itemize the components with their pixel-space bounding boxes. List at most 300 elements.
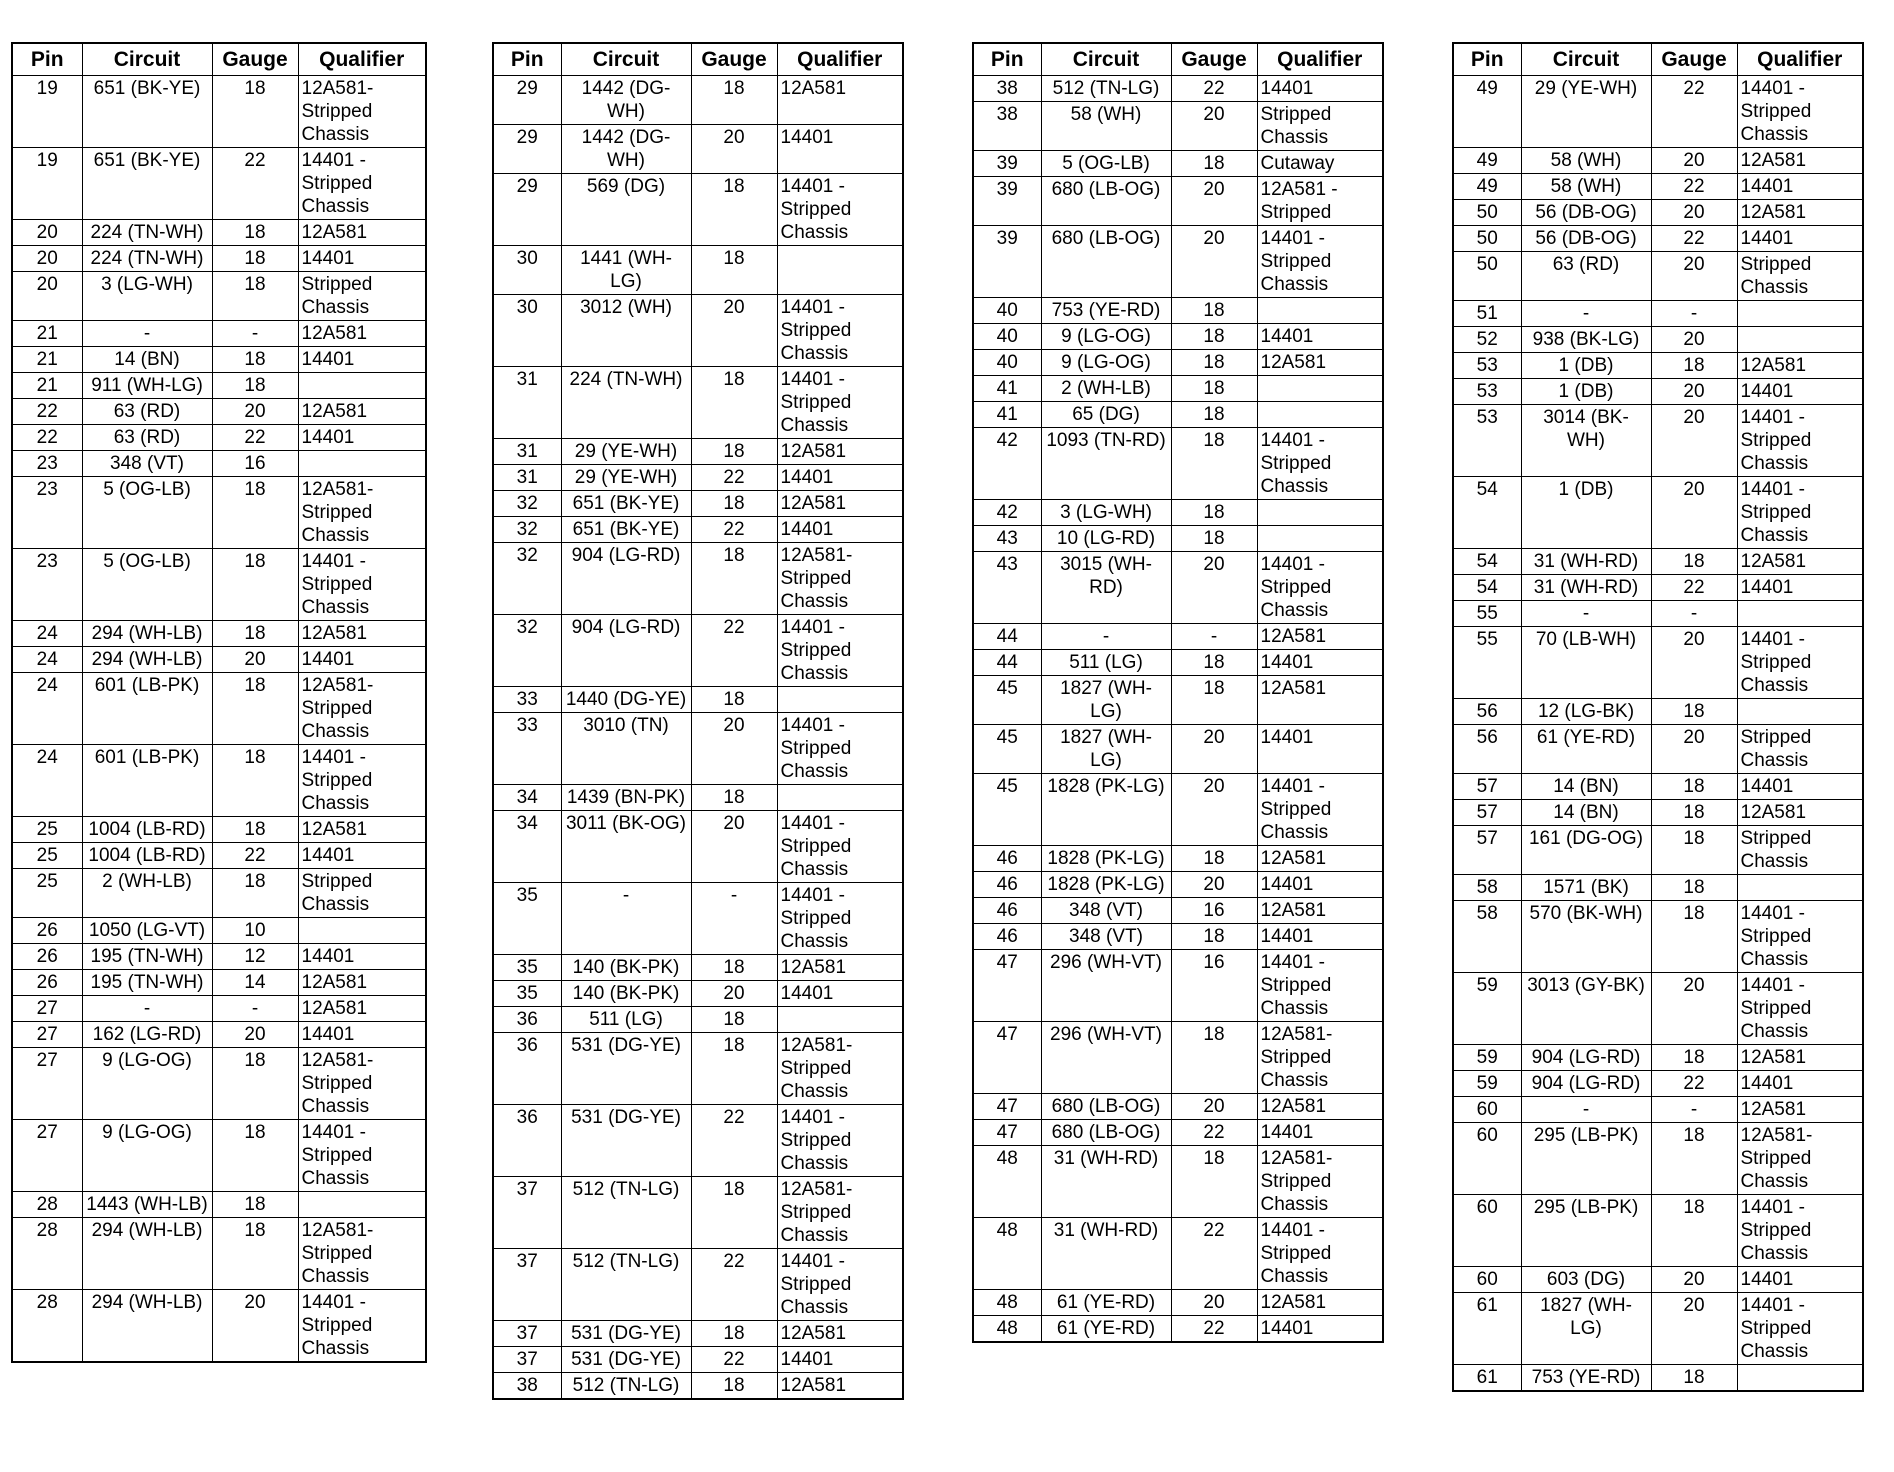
circuit-cell: 1828 (PK-LG) bbox=[1041, 774, 1171, 846]
pin-cell: 31 bbox=[493, 439, 561, 465]
gauge-cell: 22 bbox=[212, 425, 298, 451]
qualifier-cell: 12A581- Stripped Chassis bbox=[298, 477, 426, 549]
gauge-cell: 18 bbox=[212, 817, 298, 843]
gauge-cell: 18 bbox=[1171, 350, 1257, 376]
table-row bbox=[973, 1022, 1383, 1094]
pin-cell: 24 bbox=[12, 745, 82, 817]
circuit-cell: 651 (BK-YE) bbox=[82, 76, 212, 148]
table-row bbox=[973, 350, 1383, 376]
table-row bbox=[1453, 353, 1863, 379]
gauge-cell: - bbox=[691, 883, 777, 955]
qualifier-cell: 14401 - Stripped Chassis bbox=[1257, 428, 1383, 500]
pin-cell: 32 bbox=[493, 615, 561, 687]
circuit-cell: 65 (DG) bbox=[1041, 402, 1171, 428]
circuit-cell: 531 (DG-YE) bbox=[561, 1033, 691, 1105]
circuit-cell: 31 (WH-RD) bbox=[1041, 1146, 1171, 1218]
circuit-cell: - bbox=[82, 996, 212, 1022]
circuit-cell: 753 (YE-RD) bbox=[1041, 298, 1171, 324]
gauge-cell: 18 bbox=[212, 347, 298, 373]
table-row bbox=[973, 676, 1383, 725]
qualifier-cell: 14401 bbox=[1257, 324, 1383, 350]
pin-cell: 34 bbox=[493, 811, 561, 883]
gauge-cell: 18 bbox=[691, 785, 777, 811]
table-row bbox=[493, 687, 903, 713]
pin-cell: 39 bbox=[973, 151, 1041, 177]
circuit-cell: 348 (VT) bbox=[82, 451, 212, 477]
gauge-cell: 18 bbox=[691, 687, 777, 713]
pin-cell: 56 bbox=[1453, 699, 1521, 725]
pin-cell: 26 bbox=[12, 970, 82, 996]
gauge-cell: 20 bbox=[1651, 200, 1737, 226]
circuit-cell: 570 (BK-WH) bbox=[1521, 901, 1651, 973]
qualifier-cell: 14401 - Stripped Chassis bbox=[777, 615, 903, 687]
pin-cell: 37 bbox=[493, 1321, 561, 1347]
pin-cell: 48 bbox=[973, 1146, 1041, 1218]
table-row bbox=[493, 295, 903, 367]
pin-cell: 52 bbox=[1453, 327, 1521, 353]
circuit-cell: 63 (RD) bbox=[1521, 252, 1651, 301]
pin-cell: 23 bbox=[12, 451, 82, 477]
gauge-cell: 18 bbox=[691, 439, 777, 465]
pin-cell: 25 bbox=[12, 843, 82, 869]
table-row bbox=[973, 177, 1383, 226]
pin-cell: 26 bbox=[12, 944, 82, 970]
qualifier-cell: 14401 - Stripped Chassis bbox=[1257, 226, 1383, 298]
gauge-cell: 18 bbox=[691, 76, 777, 125]
table-row bbox=[12, 220, 426, 246]
circuit-cell: 29 (YE-WH) bbox=[1521, 76, 1651, 148]
pin-cell: 55 bbox=[1453, 601, 1521, 627]
table-row bbox=[493, 367, 903, 439]
table-row bbox=[12, 451, 426, 477]
gauge-cell: 18 bbox=[212, 745, 298, 817]
qualifier-header: Qualifier bbox=[1257, 43, 1383, 76]
qualifier-cell: Stripped Chassis bbox=[1737, 826, 1863, 875]
qualifier-cell: 12A581 bbox=[1257, 846, 1383, 872]
gauge-cell: 20 bbox=[1651, 1293, 1737, 1365]
table-row bbox=[12, 1290, 426, 1363]
gauge-cell: 18 bbox=[1651, 549, 1737, 575]
pin-cell: 43 bbox=[973, 526, 1041, 552]
qualifier-cell: 14401 - Stripped Chassis bbox=[777, 1249, 903, 1321]
pin-header: Pin bbox=[1453, 43, 1521, 76]
gauge-cell: 18 bbox=[212, 477, 298, 549]
table-row bbox=[1453, 200, 1863, 226]
qualifier-cell: 12A581 bbox=[1737, 148, 1863, 174]
gauge-cell: 18 bbox=[1171, 1146, 1257, 1218]
circuit-cell: 3011 (BK-OG) bbox=[561, 811, 691, 883]
gauge-cell: 10 bbox=[212, 918, 298, 944]
pin-cell: 56 bbox=[1453, 725, 1521, 774]
pin-cell: 38 bbox=[973, 102, 1041, 151]
gauge-cell: 18 bbox=[1651, 800, 1737, 826]
circuit-cell: - bbox=[1521, 301, 1651, 327]
pin-header: Pin bbox=[973, 43, 1041, 76]
table-row bbox=[12, 399, 426, 425]
qualifier-cell: Stripped Chassis bbox=[298, 869, 426, 918]
pin-cell: 60 bbox=[1453, 1267, 1521, 1293]
circuit-cell: 680 (LB-OG) bbox=[1041, 1120, 1171, 1146]
pin-cell: 46 bbox=[973, 924, 1041, 950]
gauge-cell: 18 bbox=[212, 869, 298, 918]
circuit-cell: 911 (WH-LG) bbox=[82, 373, 212, 399]
qualifier-cell: 12A581- Stripped Chassis bbox=[777, 1177, 903, 1249]
table-row bbox=[493, 1007, 903, 1033]
pin-cell: 54 bbox=[1453, 477, 1521, 549]
qualifier-cell: 12A581- Stripped Chassis bbox=[1257, 1022, 1383, 1094]
qualifier-cell: 14401 bbox=[1737, 1267, 1863, 1293]
circuit-cell: 904 (LG-RD) bbox=[561, 615, 691, 687]
circuit-cell: 348 (VT) bbox=[1041, 924, 1171, 950]
table-row bbox=[12, 477, 426, 549]
table-row bbox=[12, 918, 426, 944]
table-row bbox=[493, 1373, 903, 1400]
pin-cell: 32 bbox=[493, 517, 561, 543]
pin-cell: 19 bbox=[12, 148, 82, 220]
table-row bbox=[12, 944, 426, 970]
circuit-cell: 70 (LB-WH) bbox=[1521, 627, 1651, 699]
circuit-header: Circuit bbox=[1521, 43, 1651, 76]
pin-cell: 60 bbox=[1453, 1195, 1521, 1267]
pin-cell: 53 bbox=[1453, 405, 1521, 477]
qualifier-cell: 14401 bbox=[298, 246, 426, 272]
gauge-cell: 22 bbox=[691, 1105, 777, 1177]
gauge-cell: 22 bbox=[691, 517, 777, 543]
gauge-cell: 18 bbox=[1171, 324, 1257, 350]
circuit-cell: 3013 (GY-BK) bbox=[1521, 973, 1651, 1045]
circuit-cell: 1442 (DG- WH) bbox=[561, 76, 691, 125]
table-row bbox=[493, 811, 903, 883]
gauge-cell: 22 bbox=[212, 148, 298, 220]
pin-cell: 36 bbox=[493, 1007, 561, 1033]
gauge-cell: 22 bbox=[212, 843, 298, 869]
pin-cell: 20 bbox=[12, 272, 82, 321]
pin-cell: 35 bbox=[493, 955, 561, 981]
pin-cell: 20 bbox=[12, 246, 82, 272]
circuit-cell: 1 (DB) bbox=[1521, 477, 1651, 549]
table-row bbox=[493, 439, 903, 465]
table-row bbox=[973, 725, 1383, 774]
gauge-header: Gauge bbox=[691, 43, 777, 76]
table-row bbox=[1453, 76, 1863, 148]
qualifier-cell: 14401 - Stripped Chassis bbox=[777, 713, 903, 785]
circuit-cell: 1004 (LB-RD) bbox=[82, 817, 212, 843]
gauge-cell: 22 bbox=[1651, 226, 1737, 252]
pin-cell: 58 bbox=[1453, 901, 1521, 973]
circuit-cell: 5 (OG-LB) bbox=[1041, 151, 1171, 177]
wiring-table-1 bbox=[11, 42, 427, 1363]
pin-cell: 29 bbox=[493, 125, 561, 174]
circuit-cell: 1439 (BN-PK) bbox=[561, 785, 691, 811]
qualifier-cell: 12A581 bbox=[1257, 1290, 1383, 1316]
pin-cell: 26 bbox=[12, 918, 82, 944]
gauge-cell: 12 bbox=[212, 944, 298, 970]
qualifier-cell: 14401 - Stripped Chassis bbox=[298, 1290, 426, 1363]
gauge-cell: 18 bbox=[691, 1007, 777, 1033]
circuit-cell: 3 (LG-WH) bbox=[82, 272, 212, 321]
pin-cell: 40 bbox=[973, 298, 1041, 324]
gauge-cell: 18 bbox=[691, 1321, 777, 1347]
table-row bbox=[493, 1177, 903, 1249]
gauge-cell: 18 bbox=[1651, 1365, 1737, 1392]
qualifier-cell: 14401 bbox=[298, 843, 426, 869]
circuit-cell: 9 (LG-OG) bbox=[1041, 324, 1171, 350]
pin-cell: 39 bbox=[973, 177, 1041, 226]
table-row bbox=[1453, 1195, 1863, 1267]
circuit-header: Circuit bbox=[561, 43, 691, 76]
circuit-cell: 1827 (WH- LG) bbox=[1041, 676, 1171, 725]
gauge-cell: 22 bbox=[1171, 1316, 1257, 1343]
circuit-cell: 63 (RD) bbox=[82, 425, 212, 451]
circuit-cell: 295 (LB-PK) bbox=[1521, 1195, 1651, 1267]
gauge-cell: 20 bbox=[1651, 725, 1737, 774]
table-row bbox=[493, 981, 903, 1007]
pin-cell: 46 bbox=[973, 872, 1041, 898]
gauge-cell: 22 bbox=[691, 615, 777, 687]
pin-cell: 39 bbox=[973, 226, 1041, 298]
qualifier-cell: 14401 bbox=[298, 347, 426, 373]
table-row bbox=[1453, 327, 1863, 353]
gauge-cell: 20 bbox=[1651, 627, 1737, 699]
qualifier-cell: 12A581 bbox=[1737, 353, 1863, 379]
qualifier-header: Qualifier bbox=[298, 43, 426, 76]
pin-header: Pin bbox=[493, 43, 561, 76]
table-row bbox=[973, 102, 1383, 151]
circuit-cell: 601 (LB-PK) bbox=[82, 745, 212, 817]
circuit-cell: 1828 (PK-LG) bbox=[1041, 846, 1171, 872]
pin-cell: 29 bbox=[493, 174, 561, 246]
circuit-cell: 511 (LG) bbox=[1041, 650, 1171, 676]
table-row bbox=[973, 526, 1383, 552]
gauge-cell: 20 bbox=[691, 811, 777, 883]
qualifier-cell: 12A581- Stripped Chassis bbox=[298, 673, 426, 745]
qualifier-header: Qualifier bbox=[1737, 43, 1863, 76]
qualifier-cell: 12A581 bbox=[298, 970, 426, 996]
table-row bbox=[1453, 627, 1863, 699]
circuit-cell: 58 (WH) bbox=[1521, 148, 1651, 174]
circuit-cell: 3012 (WH) bbox=[561, 295, 691, 367]
gauge-cell: 18 bbox=[1171, 298, 1257, 324]
pin-cell: 43 bbox=[973, 552, 1041, 624]
circuit-cell: - bbox=[1521, 601, 1651, 627]
table-row bbox=[493, 615, 903, 687]
circuit-cell: 296 (WH-VT) bbox=[1041, 950, 1171, 1022]
qualifier-cell: 14401 bbox=[1257, 924, 1383, 950]
gauge-cell: - bbox=[212, 321, 298, 347]
circuit-cell: 29 (YE-WH) bbox=[561, 439, 691, 465]
qualifier-cell: 12A581 - Stripped bbox=[1257, 177, 1383, 226]
table-row bbox=[973, 552, 1383, 624]
gauge-cell: 20 bbox=[1651, 477, 1737, 549]
gauge-cell: 16 bbox=[212, 451, 298, 477]
circuit-cell: 3015 (WH- RD) bbox=[1041, 552, 1171, 624]
table-row bbox=[1453, 725, 1863, 774]
pin-cell: 41 bbox=[973, 376, 1041, 402]
gauge-header: Gauge bbox=[1651, 43, 1737, 76]
gauge-cell: 18 bbox=[691, 1177, 777, 1249]
circuit-cell: 140 (BK-PK) bbox=[561, 955, 691, 981]
qualifier-cell: 14401 - Stripped Chassis bbox=[1257, 552, 1383, 624]
gauge-cell: 18 bbox=[1651, 1195, 1737, 1267]
pin-cell: 37 bbox=[493, 1249, 561, 1321]
qualifier-cell: 12A581 bbox=[777, 955, 903, 981]
qualifier-cell bbox=[1737, 601, 1863, 627]
gauge-cell: 18 bbox=[212, 1192, 298, 1218]
pin-cell: 59 bbox=[1453, 1045, 1521, 1071]
circuit-cell: 531 (DG-YE) bbox=[561, 1347, 691, 1373]
circuit-cell: 651 (BK-YE) bbox=[82, 148, 212, 220]
qualifier-cell: 12A581 bbox=[1737, 200, 1863, 226]
qualifier-cell: 14401 bbox=[1737, 226, 1863, 252]
pin-cell: 42 bbox=[973, 500, 1041, 526]
gauge-cell: 18 bbox=[212, 621, 298, 647]
pin-cell: 55 bbox=[1453, 627, 1521, 699]
pin-header: Pin bbox=[12, 43, 82, 76]
circuit-cell: 61 (YE-RD) bbox=[1521, 725, 1651, 774]
circuit-cell: - bbox=[1041, 624, 1171, 650]
qualifier-cell bbox=[298, 373, 426, 399]
table-row bbox=[493, 125, 903, 174]
qualifier-cell: 14401 bbox=[1257, 872, 1383, 898]
gauge-cell: 18 bbox=[1651, 1123, 1737, 1195]
circuit-cell: 140 (BK-PK) bbox=[561, 981, 691, 1007]
qualifier-cell: 12A581 bbox=[1737, 549, 1863, 575]
circuit-header: Circuit bbox=[82, 43, 212, 76]
circuit-cell: 58 (WH) bbox=[1521, 174, 1651, 200]
table-row bbox=[12, 549, 426, 621]
table-row bbox=[1453, 1267, 1863, 1293]
qualifier-cell: Stripped Chassis bbox=[1737, 725, 1863, 774]
table-row bbox=[1453, 800, 1863, 826]
circuit-cell: 58 (WH) bbox=[1041, 102, 1171, 151]
gauge-header: Gauge bbox=[212, 43, 298, 76]
qualifier-cell: 14401 bbox=[777, 465, 903, 491]
table-row bbox=[973, 1094, 1383, 1120]
circuit-cell: 29 (YE-WH) bbox=[561, 465, 691, 491]
pin-cell: 49 bbox=[1453, 76, 1521, 148]
pin-cell: 37 bbox=[493, 1347, 561, 1373]
gauge-cell: 18 bbox=[1171, 526, 1257, 552]
circuit-cell: 531 (DG-YE) bbox=[561, 1321, 691, 1347]
qualifier-cell: 12A581- Stripped Chassis bbox=[1737, 1123, 1863, 1195]
table-row bbox=[1453, 301, 1863, 327]
table-row bbox=[12, 1120, 426, 1192]
circuit-cell: 753 (YE-RD) bbox=[1521, 1365, 1651, 1392]
circuit-cell: 294 (WH-LB) bbox=[82, 1218, 212, 1290]
pin-cell: 22 bbox=[12, 399, 82, 425]
table-row bbox=[12, 673, 426, 745]
qualifier-cell: 12A581 bbox=[298, 399, 426, 425]
circuit-cell: 938 (BK-LG) bbox=[1521, 327, 1651, 353]
gauge-cell: 18 bbox=[1171, 846, 1257, 872]
qualifier-cell: Stripped Chassis bbox=[1257, 102, 1383, 151]
circuit-cell: 680 (LB-OG) bbox=[1041, 177, 1171, 226]
qualifier-cell: 12A581 bbox=[298, 996, 426, 1022]
gauge-cell: 20 bbox=[1651, 405, 1737, 477]
pin-cell: 33 bbox=[493, 713, 561, 785]
circuit-cell: 1050 (LG-VT) bbox=[82, 918, 212, 944]
table-row bbox=[973, 774, 1383, 846]
pin-cell: 40 bbox=[973, 350, 1041, 376]
qualifier-cell: 12A581 bbox=[777, 76, 903, 125]
table-row bbox=[12, 817, 426, 843]
table-row bbox=[12, 647, 426, 673]
gauge-cell: 18 bbox=[691, 246, 777, 295]
pin-cell: 60 bbox=[1453, 1097, 1521, 1123]
gauge-cell: 18 bbox=[1651, 875, 1737, 901]
pin-cell: 58 bbox=[1453, 875, 1521, 901]
table-row bbox=[493, 174, 903, 246]
gauge-cell: 20 bbox=[1171, 552, 1257, 624]
circuit-cell: 1441 (WH- LG) bbox=[561, 246, 691, 295]
pin-cell: 45 bbox=[973, 676, 1041, 725]
table-row bbox=[1453, 379, 1863, 405]
circuit-cell: 511 (LG) bbox=[561, 1007, 691, 1033]
table-row bbox=[973, 298, 1383, 324]
gauge-cell: 18 bbox=[1171, 402, 1257, 428]
circuit-cell: 5 (OG-LB) bbox=[82, 477, 212, 549]
pin-cell: 49 bbox=[1453, 174, 1521, 200]
table-row bbox=[12, 970, 426, 996]
pin-cell: 44 bbox=[973, 650, 1041, 676]
pin-cell: 48 bbox=[973, 1316, 1041, 1343]
pin-cell: 48 bbox=[973, 1290, 1041, 1316]
table-row bbox=[493, 465, 903, 491]
qualifier-cell bbox=[1257, 376, 1383, 402]
qualifier-cell: 12A581 bbox=[1257, 624, 1383, 650]
gauge-cell: 18 bbox=[1171, 650, 1257, 676]
circuit-cell: 31 (WH-RD) bbox=[1521, 575, 1651, 601]
circuit-cell: 224 (TN-WH) bbox=[561, 367, 691, 439]
pin-cell: 51 bbox=[1453, 301, 1521, 327]
table-row bbox=[973, 650, 1383, 676]
circuit-cell: 224 (TN-WH) bbox=[82, 220, 212, 246]
qualifier-cell bbox=[1737, 327, 1863, 353]
gauge-cell: - bbox=[1171, 624, 1257, 650]
qualifier-cell: 12A581 bbox=[1737, 1045, 1863, 1071]
pin-cell: 28 bbox=[12, 1192, 82, 1218]
circuit-cell: 2 (WH-LB) bbox=[1041, 376, 1171, 402]
qualifier-cell bbox=[298, 1192, 426, 1218]
pin-cell: 57 bbox=[1453, 826, 1521, 875]
qualifier-cell: 12A581 bbox=[1737, 1097, 1863, 1123]
qualifier-cell: 14401 - Stripped Chassis bbox=[777, 811, 903, 883]
circuit-cell: 569 (DG) bbox=[561, 174, 691, 246]
pin-cell: 35 bbox=[493, 981, 561, 1007]
circuit-cell: 14 (BN) bbox=[1521, 774, 1651, 800]
table-row bbox=[12, 425, 426, 451]
pin-cell: 50 bbox=[1453, 252, 1521, 301]
gauge-cell: 20 bbox=[1171, 774, 1257, 846]
table-row bbox=[973, 76, 1383, 102]
table-row bbox=[1453, 148, 1863, 174]
wiring-table-2 bbox=[492, 42, 904, 1400]
pin-cell: 42 bbox=[973, 428, 1041, 500]
table-row bbox=[973, 151, 1383, 177]
circuit-cell: 1827 (WH- LG) bbox=[1041, 725, 1171, 774]
table-row bbox=[1453, 1071, 1863, 1097]
qualifier-cell: 14401 bbox=[777, 1347, 903, 1373]
qualifier-cell: 14401 bbox=[777, 517, 903, 543]
wiring-table-4 bbox=[1452, 42, 1864, 1392]
circuit-cell: 1827 (WH- LG) bbox=[1521, 1293, 1651, 1365]
qualifier-cell bbox=[777, 246, 903, 295]
circuit-cell: 1093 (TN-RD) bbox=[1041, 428, 1171, 500]
gauge-cell: 20 bbox=[1651, 252, 1737, 301]
gauge-cell: 18 bbox=[212, 1218, 298, 1290]
gauge-cell: 20 bbox=[212, 399, 298, 425]
pin-cell: 19 bbox=[12, 76, 82, 148]
